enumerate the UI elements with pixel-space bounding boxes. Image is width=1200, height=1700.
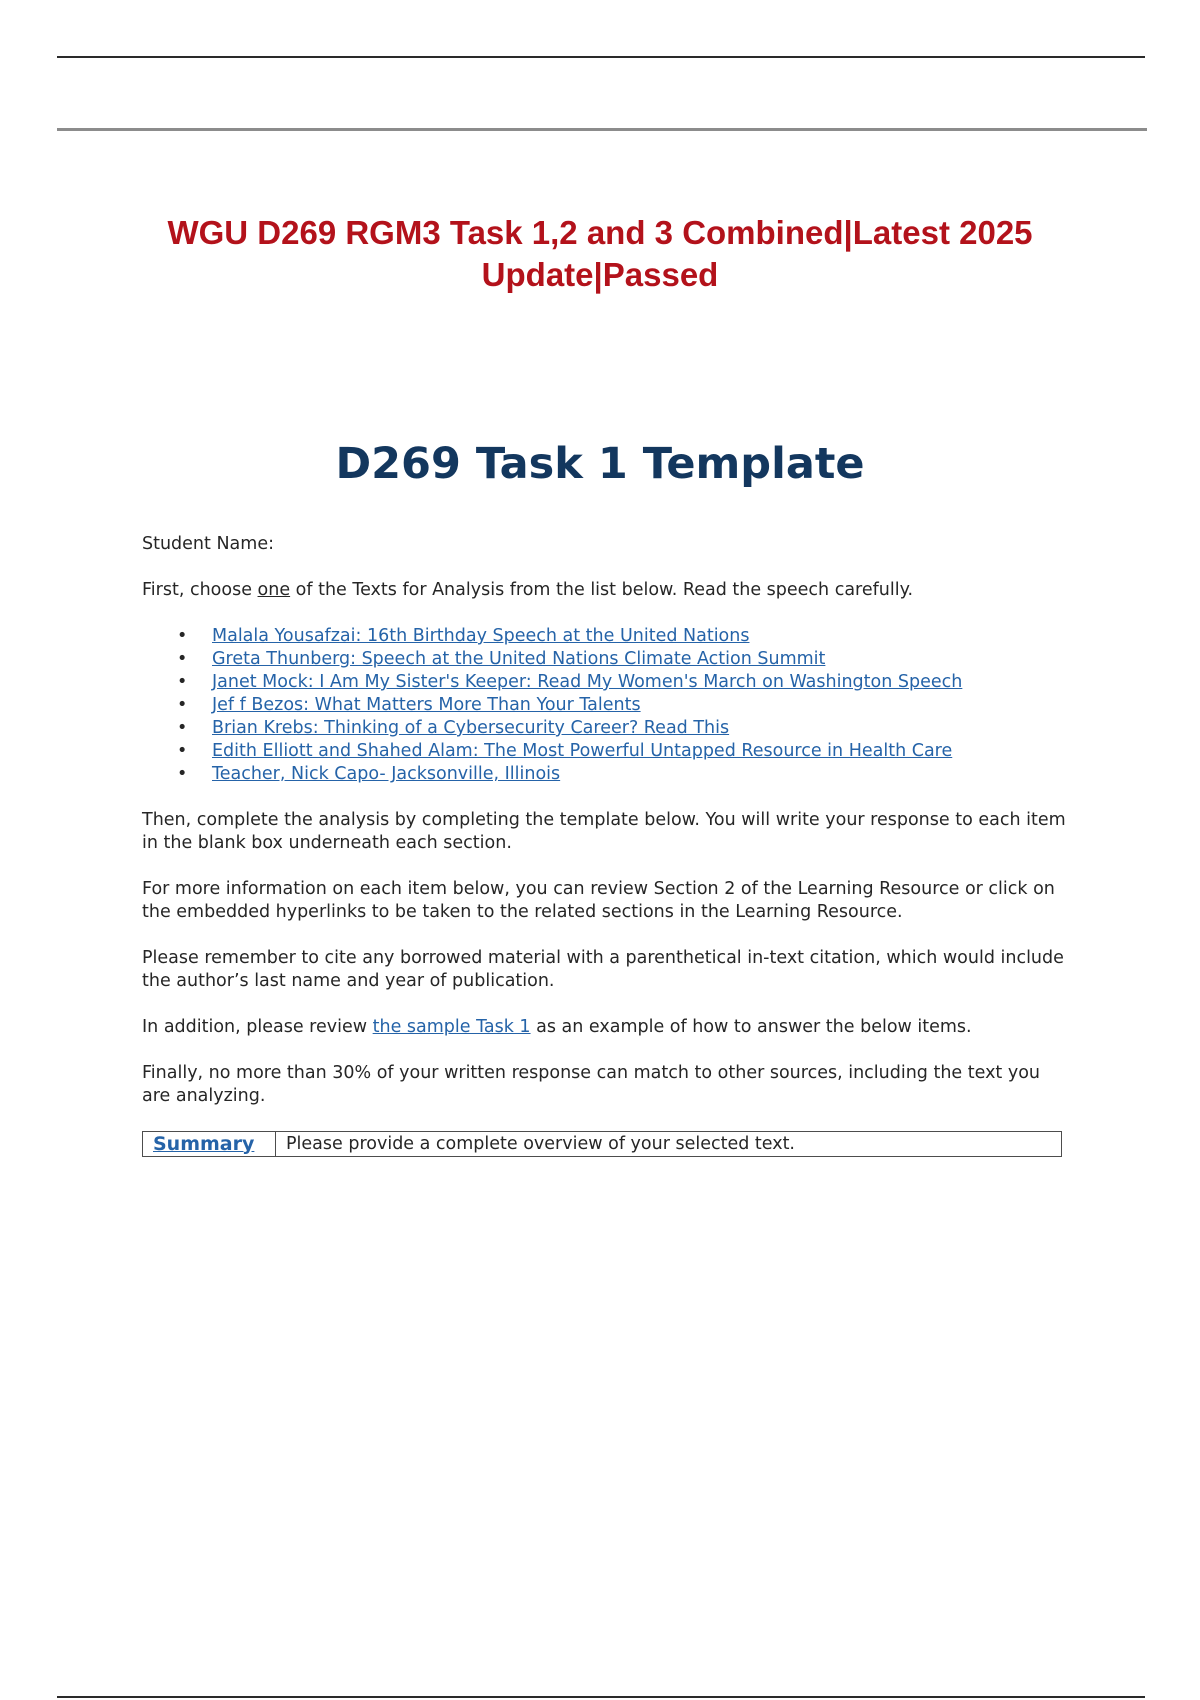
instruction-first-emphasis: one [257, 580, 291, 600]
instruction-first-after: of the Texts for Analysis from the list below. Read the speech carefully. [290, 580, 914, 600]
paragraph-sample [142, 1016, 1072, 1039]
summary-table [142, 1131, 1062, 1157]
text-link-krebs[interactable]: Brian Krebs: Thinking of a Cybersecurity Career? Read This [212, 718, 730, 738]
list-item [142, 740, 1072, 763]
bullet-icon: • [177, 672, 188, 692]
student-name-label: Student Name: [142, 534, 274, 554]
bullet-icon: • [177, 649, 188, 669]
list-item [142, 717, 1072, 740]
paragraph-finally: Finally, no more than 30% of your written response can match to other sources, including the text you are analyzing. [142, 1063, 1041, 1106]
header-divider [57, 128, 1147, 131]
text-link-janet-mock[interactable]: Janet Mock: I Am My Sister's Keeper: Read My Women's March on Washington Speech [212, 672, 963, 692]
template-heading: D269 Task 1 Template [335, 439, 865, 489]
instruction-first [142, 579, 1072, 602]
bullet-icon: • [177, 718, 188, 738]
summary-description: Please provide a complete overview of your selected text. [276, 1132, 1062, 1157]
table-row [143, 1132, 1062, 1157]
summary-link[interactable]: Summary [143, 1132, 276, 1157]
list-item [142, 671, 1072, 694]
paragraph-sample-after: as an example of how to answer the below items. [530, 1017, 972, 1037]
paragraph-more-info: For more information on each item below, you can review Section 2 of the Learning Resource or click on the embedded hyperlinks to be taken to the related sections in the Learning Resource. [142, 879, 1055, 922]
bullet-icon: • [177, 764, 188, 784]
texts-for-analysis-list [142, 625, 1072, 786]
text-link-nick-capo[interactable]: Teacher, Nick Capo- Jacksonville, Illinois [212, 764, 561, 784]
text-link-malala[interactable]: Malala Yousafzai: 16th Birthday Speech at the United Nations [212, 626, 750, 646]
sample-task-link[interactable]: the sample Task 1 [372, 1017, 531, 1037]
paragraph-then: Then, complete the analysis by completing the template below. You will write your response to each item in the blank box underneath each section. [142, 810, 1066, 853]
paragraph-sample-before: In addition, please review [142, 1017, 373, 1037]
bottom-rule [57, 1696, 1145, 1698]
instruction-first-before: First, choose [142, 580, 258, 600]
top-rule [57, 56, 1145, 58]
text-link-greta[interactable]: Greta Thunberg: Speech at the United Nations Climate Action Summit [212, 649, 826, 669]
paragraph-cite: Please remember to cite any borrowed material with a parenthetical in-text citation, which would include the author’s last name and year of publication. [142, 948, 1064, 991]
bullet-icon: • [177, 626, 188, 646]
list-item [142, 648, 1072, 671]
text-link-bezos[interactable]: Jef f Bezos: What Matters More Than Your Talents [212, 695, 641, 715]
bullet-icon: • [177, 741, 188, 761]
bullet-icon: • [177, 695, 188, 715]
list-item [142, 625, 1072, 648]
text-link-elliott-alam[interactable]: Edith Elliott and Shahed Alam: The Most Powerful Untapped Resource in Health Care [212, 741, 953, 761]
document-body [142, 533, 1072, 1157]
document-title: WGU D269 RGM3 Task 1,2 and 3 Combined|Latest 2025 Update|Passed [167, 214, 1033, 293]
list-item [142, 763, 1072, 786]
list-item [142, 694, 1072, 717]
